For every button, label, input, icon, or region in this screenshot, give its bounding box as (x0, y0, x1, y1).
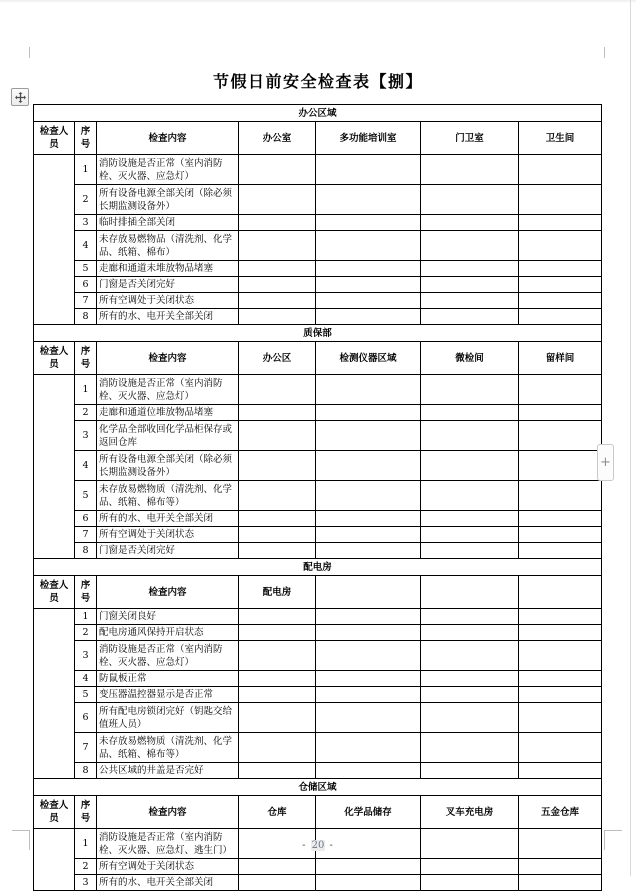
checklist-row (34, 641, 602, 671)
check-cell[interactable] (421, 543, 519, 559)
row-serial: 4 (75, 671, 97, 687)
check-cell[interactable] (239, 687, 316, 703)
check-cell[interactable] (239, 421, 316, 451)
header-location (421, 576, 519, 609)
page-footer (0, 840, 636, 851)
check-cell[interactable] (519, 687, 602, 703)
crop-mark-bottom-right (604, 830, 622, 831)
check-cell[interactable] (239, 609, 316, 625)
check-cell[interactable] (421, 875, 519, 891)
check-cell[interactable] (316, 185, 421, 215)
page-number-suffix: - (325, 840, 334, 851)
row-serial: 1 (75, 829, 97, 859)
row-serial: 7 (75, 527, 97, 543)
table-move-handle[interactable] (11, 88, 29, 106)
row-serial: 3 (75, 875, 97, 891)
row-content: 所有设备电源全部关闭（除必须长期监测设备外） (97, 451, 239, 481)
check-cell[interactable] (239, 451, 316, 481)
header-serial: 序号 (75, 122, 97, 155)
check-cell[interactable] (316, 859, 421, 875)
row-content: 所有设备电源全部关闭（除必须长期监测设备外） (97, 185, 239, 215)
check-cell[interactable] (519, 421, 602, 451)
header-location: 微检间 (421, 342, 519, 375)
check-cell[interactable] (519, 215, 602, 231)
section-header-row (34, 796, 602, 829)
checklist-row (34, 511, 602, 527)
header-location: 门卫室 (421, 122, 519, 155)
check-cell[interactable] (519, 703, 602, 733)
check-cell[interactable] (421, 293, 519, 309)
row-content: 所有的水、电开关全部关闭 (97, 511, 239, 527)
header-serial: 序号 (75, 342, 97, 375)
check-cell[interactable] (421, 261, 519, 277)
row-serial: 7 (75, 733, 97, 763)
move-cross-icon (15, 92, 26, 103)
page-title: 节假日前安全检查表【捌】 (212, 72, 423, 91)
header-location: 办公区 (239, 342, 316, 375)
check-cell[interactable] (239, 875, 316, 891)
check-cell[interactable] (316, 277, 421, 293)
row-serial: 4 (75, 451, 97, 481)
header-content: 检查内容 (97, 576, 239, 609)
check-cell[interactable] (316, 405, 421, 421)
row-content: 所有空调处于关闭状态 (97, 527, 239, 543)
check-cell[interactable] (239, 641, 316, 671)
header-location (519, 576, 602, 609)
row-serial: 4 (75, 231, 97, 261)
check-cell[interactable] (316, 733, 421, 763)
check-cell[interactable] (239, 405, 316, 421)
check-cell[interactable] (316, 641, 421, 671)
checklist-row (34, 527, 602, 543)
check-cell[interactable] (519, 293, 602, 309)
check-cell[interactable] (519, 733, 602, 763)
plus-icon: + (600, 455, 611, 470)
checklist-row (34, 609, 602, 625)
check-cell[interactable] (239, 763, 316, 779)
check-cell[interactable] (316, 215, 421, 231)
row-content: 变压器温控器显示是否正常 (97, 687, 239, 703)
check-cell[interactable] (239, 261, 316, 277)
check-cell[interactable] (316, 763, 421, 779)
row-serial: 5 (75, 687, 97, 703)
header-location: 检测仪器区域 (316, 342, 421, 375)
row-serial: 8 (75, 543, 97, 559)
header-location: 卫生间 (519, 122, 602, 155)
row-content: 消防设施是否正常（室内消防栓、灭火器、应急灯） (97, 155, 239, 185)
check-cell[interactable] (519, 405, 602, 421)
checklist-row (34, 733, 602, 763)
row-content: 配电房通风保持开启状态 (97, 625, 239, 641)
row-serial: 6 (75, 511, 97, 527)
check-cell[interactable] (421, 277, 519, 293)
check-cell[interactable] (421, 309, 519, 325)
check-cell[interactable] (519, 859, 602, 875)
section-row (34, 105, 602, 122)
header-inspector: 检查人员 (34, 576, 75, 609)
check-cell[interactable] (519, 481, 602, 511)
check-cell[interactable] (316, 261, 421, 277)
check-cell[interactable] (519, 641, 602, 671)
check-cell[interactable] (519, 185, 602, 215)
row-content: 所有的水、电开关全部关闭 (97, 309, 239, 325)
section-header-row (34, 122, 602, 155)
check-cell[interactable] (239, 671, 316, 687)
section-title: 仓储区域 (34, 779, 602, 796)
inspector-signature-cell[interactable] (34, 155, 75, 325)
checklist-row (34, 293, 602, 309)
check-cell[interactable] (421, 155, 519, 185)
crop-mark-top-right (604, 47, 605, 58)
check-cell[interactable] (421, 421, 519, 451)
row-serial: 7 (75, 293, 97, 309)
checklist-row (34, 155, 602, 185)
check-cell[interactable] (239, 511, 316, 527)
header-location: 五金仓库 (519, 796, 602, 829)
check-cell[interactable] (316, 155, 421, 185)
header-serial: 序号 (75, 576, 97, 609)
section-row (34, 779, 602, 796)
row-serial: 1 (75, 375, 97, 405)
check-cell[interactable] (239, 375, 316, 405)
header-location: 配电房 (239, 576, 316, 609)
header-inspector: 检查人员 (34, 342, 75, 375)
checklist-row (34, 763, 602, 779)
section-title: 办公区域 (34, 105, 602, 122)
check-cell[interactable] (519, 609, 602, 625)
row-content: 所有配电房锁闭完好（钥匙交给值班人员） (97, 703, 239, 733)
header-location: 叉车充电房 (421, 796, 519, 829)
header-location: 多功能培训室 (316, 122, 421, 155)
checklist-row (34, 451, 602, 481)
checklist-row (34, 859, 602, 875)
row-serial: 3 (75, 215, 97, 231)
check-cell[interactable] (421, 733, 519, 763)
section-header-row (34, 342, 602, 375)
check-cell[interactable] (316, 309, 421, 325)
check-cell[interactable] (519, 671, 602, 687)
section-row (34, 559, 602, 576)
row-content: 未存放易燃物质（清洗剂、化学品、纸箱、棉布等） (97, 733, 239, 763)
check-cell[interactable] (421, 527, 519, 543)
checklist-row (34, 375, 602, 405)
check-cell[interactable] (421, 375, 519, 405)
checklist-row (34, 671, 602, 687)
row-content: 门窗是否关闭完好 (97, 277, 239, 293)
check-cell[interactable] (316, 609, 421, 625)
section-row (34, 325, 602, 342)
check-cell[interactable] (316, 481, 421, 511)
checklist-row (34, 421, 602, 451)
checklist-row (34, 215, 602, 231)
row-serial: 2 (75, 185, 97, 215)
check-cell[interactable] (239, 155, 316, 185)
check-cell[interactable] (316, 231, 421, 261)
check-cell[interactable] (421, 451, 519, 481)
checklist-row (34, 481, 602, 511)
row-content: 公共区域的井盖是否完好 (97, 763, 239, 779)
check-cell[interactable] (316, 293, 421, 309)
row-content: 门窗是否关闭完好 (97, 543, 239, 559)
inspector-signature-cell[interactable] (34, 609, 75, 779)
check-cell[interactable] (519, 511, 602, 527)
page-side-plus-button[interactable] (597, 444, 614, 481)
check-cell[interactable] (421, 231, 519, 261)
check-cell[interactable] (519, 309, 602, 325)
checklist-row (34, 687, 602, 703)
row-content: 化学品全部收回化学品柜保存或返回仓库 (97, 421, 239, 451)
check-cell[interactable] (519, 625, 602, 641)
row-serial: 1 (75, 155, 97, 185)
row-content: 未存放易燃物质（清洗剂、化学品、纸箱、棉布等） (97, 481, 239, 511)
check-cell[interactable] (421, 763, 519, 779)
page-right-edge (630, 0, 631, 876)
check-cell[interactable] (421, 641, 519, 671)
row-content: 消防设施是否正常（室内消防栓、灭火器、应急灯） (97, 375, 239, 405)
row-serial: 3 (75, 641, 97, 671)
checklist-row (34, 261, 602, 277)
row-content: 临时排插全部关闭 (97, 215, 239, 231)
header-inspector: 检查人员 (34, 122, 75, 155)
check-cell[interactable] (316, 375, 421, 405)
check-cell[interactable] (239, 215, 316, 231)
check-cell[interactable] (316, 703, 421, 733)
check-cell[interactable] (421, 185, 519, 215)
check-cell[interactable] (519, 527, 602, 543)
check-cell[interactable] (239, 527, 316, 543)
check-cell[interactable] (421, 511, 519, 527)
page-top-edge (0, 0, 636, 3)
check-cell[interactable] (316, 687, 421, 703)
row-serial: 6 (75, 703, 97, 733)
header-inspector: 检查人员 (34, 796, 75, 829)
row-content: 消防设施是否正常（室内消防栓、灭火器、应急灯、逃生门） (97, 829, 239, 859)
check-cell[interactable] (519, 231, 602, 261)
check-cell[interactable] (519, 261, 602, 277)
check-cell[interactable] (421, 859, 519, 875)
row-content: 所有的水、电开关全部关闭 (97, 875, 239, 891)
check-cell[interactable] (316, 511, 421, 527)
check-cell[interactable] (421, 703, 519, 733)
checklist-row (34, 543, 602, 559)
row-content: 走廊和通道位堆放物品堵塞 (97, 405, 239, 421)
check-cell[interactable] (239, 543, 316, 559)
check-cell[interactable] (316, 527, 421, 543)
header-serial: 序号 (75, 796, 97, 829)
check-cell[interactable] (519, 875, 602, 891)
section-title: 质保部 (34, 325, 602, 342)
row-serial: 1 (75, 609, 97, 625)
checklist-row (34, 185, 602, 215)
checklist-row (34, 625, 602, 641)
inspection-table (33, 104, 602, 891)
checklist-row (34, 875, 602, 891)
checklist-row (34, 703, 602, 733)
check-cell[interactable] (316, 543, 421, 559)
page-number-prefix: - (302, 840, 311, 851)
header-location: 仓库 (239, 796, 316, 829)
inspector-signature-cell[interactable] (34, 375, 75, 559)
header-content: 检查内容 (97, 122, 239, 155)
row-serial: 5 (75, 481, 97, 511)
check-cell[interactable] (316, 451, 421, 481)
check-cell[interactable] (519, 277, 602, 293)
check-cell[interactable] (519, 543, 602, 559)
row-content: 所有空调处于关闭状态 (97, 293, 239, 309)
header-location: 留样间 (519, 342, 602, 375)
header-location: 办公室 (239, 122, 316, 155)
checklist-row (34, 309, 602, 325)
check-cell[interactable] (316, 875, 421, 891)
check-cell[interactable] (316, 421, 421, 451)
row-content: 门窗关闭良好 (97, 609, 239, 625)
check-cell[interactable] (421, 481, 519, 511)
row-content: 走廊和通道未堆放物品堵塞 (97, 261, 239, 277)
check-cell[interactable] (239, 733, 316, 763)
section-title: 配电房 (34, 559, 602, 576)
check-cell[interactable] (239, 309, 316, 325)
header-content: 检查内容 (97, 796, 239, 829)
check-cell[interactable] (239, 293, 316, 309)
check-cell[interactable] (421, 625, 519, 641)
check-cell[interactable] (239, 481, 316, 511)
row-content: 消防设施是否正常（室内消防栓、灭火器、应急灯） (97, 641, 239, 671)
check-cell[interactable] (421, 215, 519, 231)
row-content: 未存放易燃物品（清洗剂、化学品、纸箱、棉布） (97, 231, 239, 261)
check-cell[interactable] (316, 671, 421, 687)
row-serial: 2 (75, 405, 97, 421)
row-serial: 2 (75, 859, 97, 875)
row-serial: 8 (75, 763, 97, 779)
check-cell[interactable] (519, 375, 602, 405)
row-content: 所有空调处于关闭状态 (97, 859, 239, 875)
header-content: 检查内容 (97, 342, 239, 375)
check-cell[interactable] (239, 231, 316, 261)
row-serial: 2 (75, 625, 97, 641)
check-cell[interactable] (421, 609, 519, 625)
crop-mark-bottom-left (12, 830, 30, 831)
inspector-signature-cell[interactable] (34, 829, 75, 891)
check-cell[interactable] (239, 185, 316, 215)
row-serial: 5 (75, 261, 97, 277)
check-cell[interactable] (421, 405, 519, 421)
check-cell[interactable] (239, 625, 316, 641)
inspection-table-body (34, 105, 602, 891)
check-cell[interactable] (316, 625, 421, 641)
check-cell[interactable] (519, 763, 602, 779)
check-cell[interactable] (239, 703, 316, 733)
row-content: 防鼠板正常 (97, 671, 239, 687)
check-cell[interactable] (519, 155, 602, 185)
row-serial: 8 (75, 309, 97, 325)
checklist-row (34, 277, 602, 293)
row-serial: 3 (75, 421, 97, 451)
check-cell[interactable] (421, 671, 519, 687)
checklist-row (34, 405, 602, 421)
check-cell[interactable] (421, 687, 519, 703)
crop-mark-top-left (29, 47, 30, 58)
check-cell[interactable] (239, 859, 316, 875)
check-cell[interactable] (239, 277, 316, 293)
header-location (316, 576, 421, 609)
checklist-row (34, 231, 602, 261)
row-serial: 6 (75, 277, 97, 293)
section-header-row (34, 576, 602, 609)
page-number: 20 (311, 840, 325, 851)
check-cell[interactable] (519, 451, 602, 481)
header-location: 化学品储存 (316, 796, 421, 829)
